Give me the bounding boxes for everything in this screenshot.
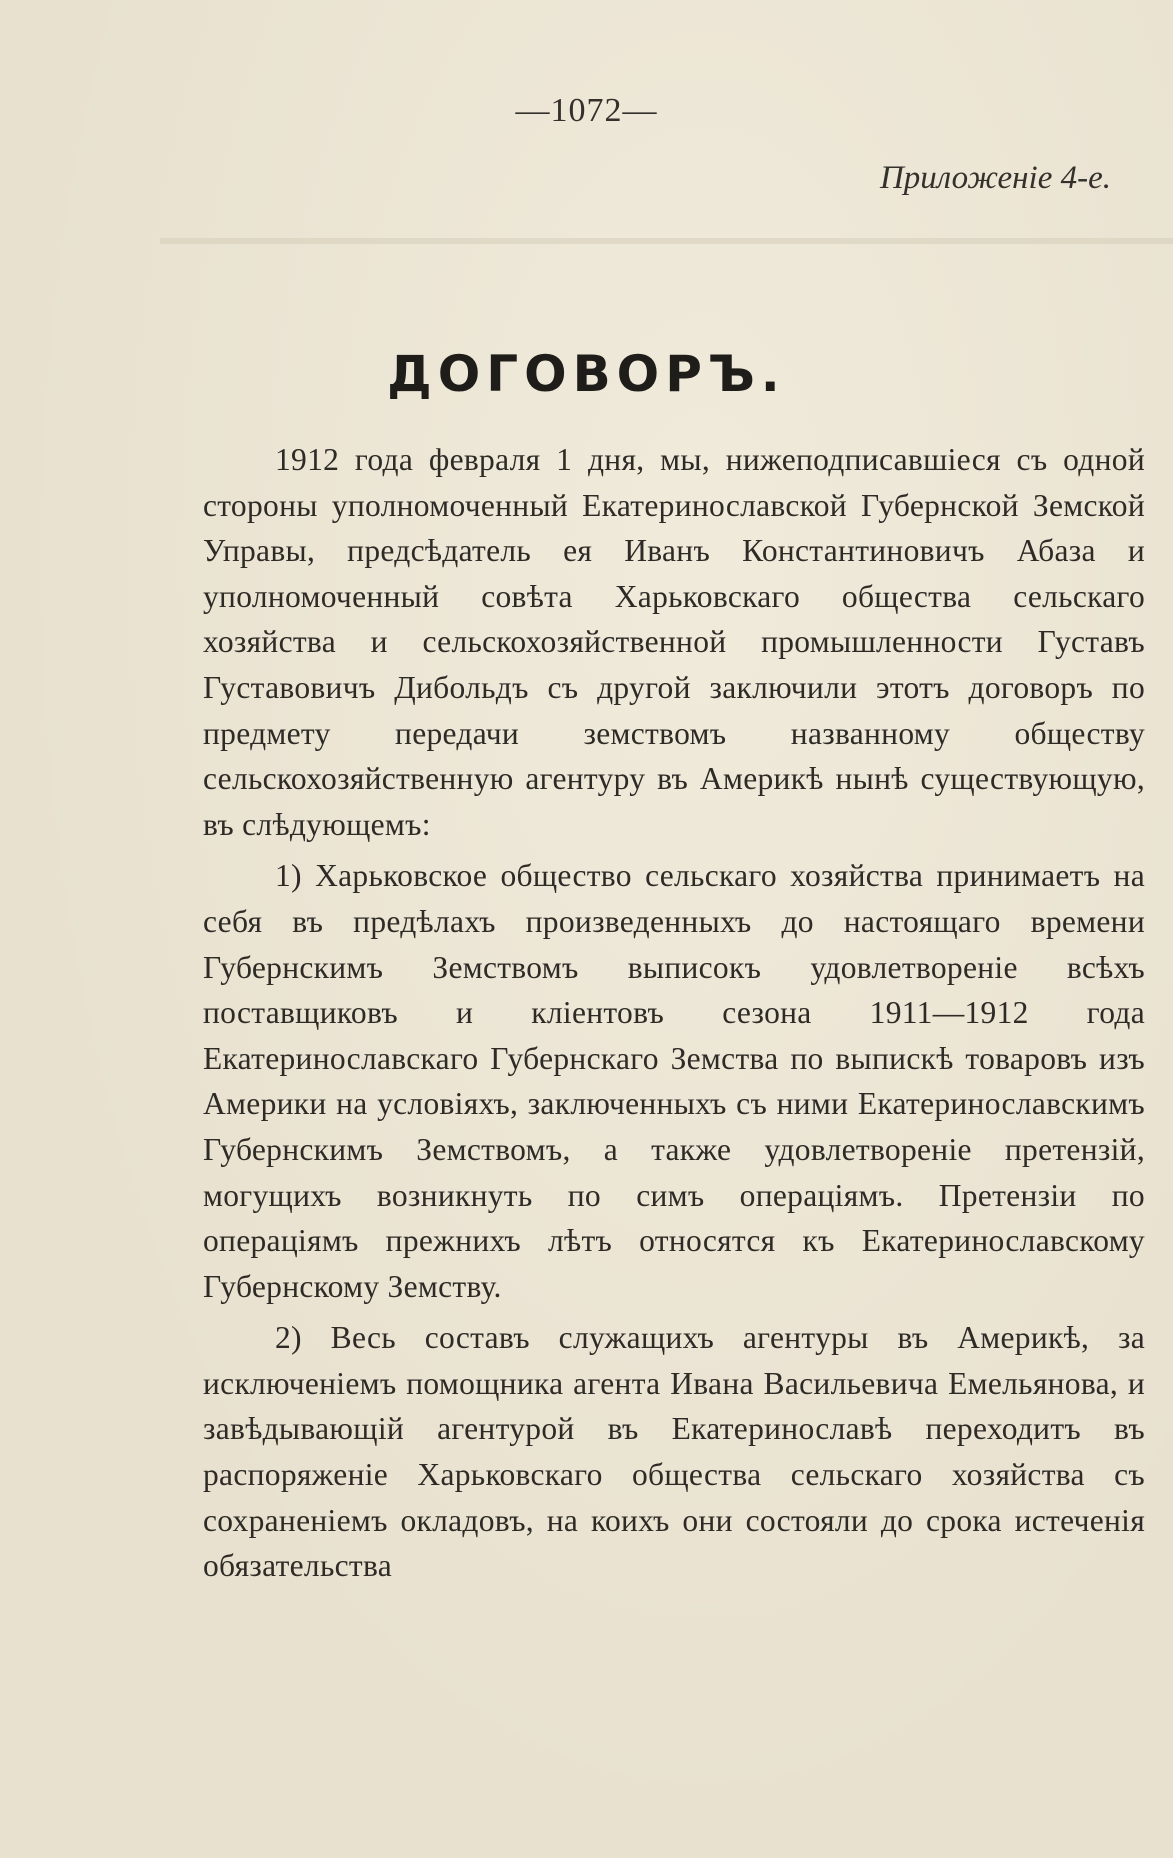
show-through-rule	[160, 238, 1173, 244]
appendix-label: Приложенiе 4-е.	[879, 160, 1111, 196]
document-title: ДОГОВОРЪ.	[387, 345, 786, 403]
document-body	[203, 437, 1145, 1589]
paragraph-clause-2: 2) Весь составъ служащихъ агентуры въ Америкѣ, за исключенiемъ помощника агента Ивана Васильевича Емельянова, и завѣдывающiй агентурой въ Екатеринославѣ переходитъ въ распоряженiе Харьковскаго общества сельскаго хозяйства съ сохраненiемъ окладовъ, на коихъ они состояли до срока истеченiя обязательства	[203, 1320, 1145, 1584]
paragraph-clause-1: 1) Харьковское общество сельскаго хозяйства принимаетъ на себя въ предѣлахъ произведенныхъ до настоящаго времени Губернскимъ Земствомъ выписокъ удовлетворенiе всѣхъ поставщиковъ и клiентовъ сезона 1911—1912 года Екатеринославскаго Губернскаго Земства по выпискѣ товаровъ изъ Америки на условiяхъ, заключенныхъ съ ними Екатеринославскимъ Губернскимъ Земствомъ, а также удовлетворенiе претензiй, могущихъ возникнуть по симъ операцiямъ. Претензiи по операцiямъ прежнихъ лѣтъ относятся къ Екатеринославскому Губернскому Земству.	[203, 858, 1145, 1304]
page-number: —1072—	[515, 92, 658, 129]
paragraph-preamble: 1912 года февраля 1 дня, мы, нижеподписавшiеся съ одной стороны уполномоченный Екатеринославской Губернской Земской Управы, предсѣдатель ея Иванъ Константиновичъ Абаза и уполномоченный совѣта Харьковскаго общества сельскаго хозяйства и сельскохозяйственной промышленности Густавъ Густавовичъ Дибольдъ съ другой заключили этотъ договоръ по предмету передачи земствомъ названному обществу сельскохозяйственную агентуру въ Америкѣ нынѣ существующую, въ слѣдующемъ:	[203, 442, 1145, 842]
